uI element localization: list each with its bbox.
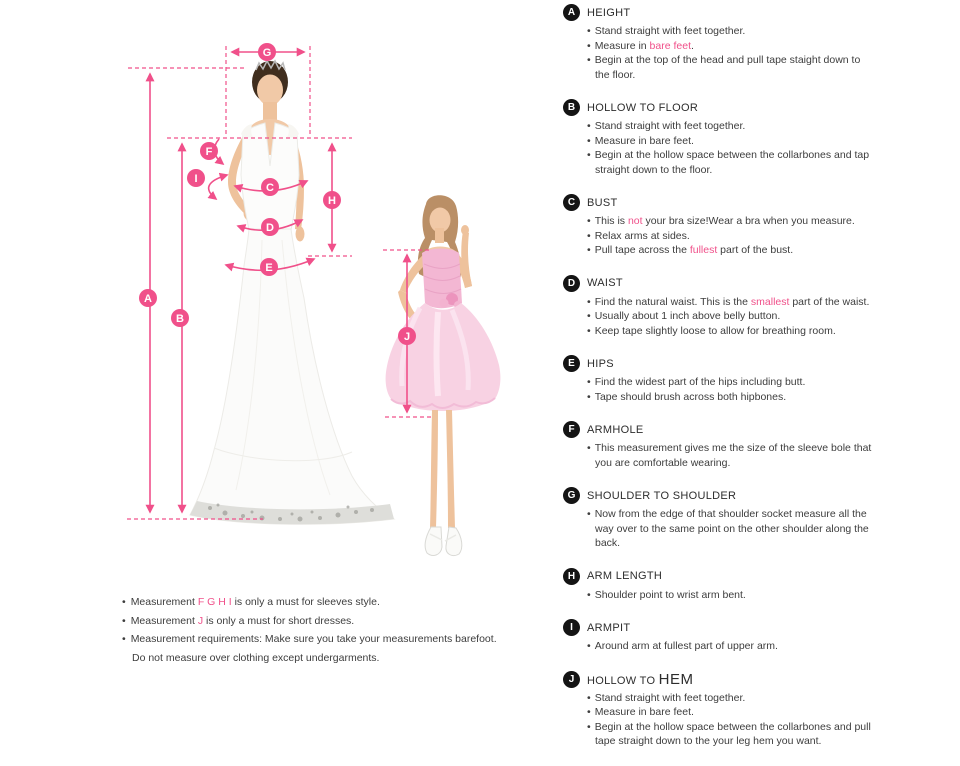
bullet-line (587, 522, 959, 537)
diagram-label-C (261, 178, 279, 196)
diagram-label-A (139, 289, 157, 307)
text-segment: part of the bust. (717, 244, 794, 256)
section-bullets (563, 295, 959, 339)
diagram-label-H (323, 191, 341, 209)
bullet-line (587, 507, 959, 522)
bullet-dot: • (587, 640, 591, 652)
text-segment: ARMHOLE (587, 423, 644, 436)
section-bullets (563, 375, 959, 404)
section-title (587, 671, 694, 688)
bullet-line (587, 639, 959, 654)
accent-text: bare feet (649, 39, 691, 52)
section-title (587, 102, 698, 114)
text-segment: you are comfortable wearing. (595, 456, 731, 469)
bullet-line (587, 53, 959, 68)
label-F: F (205, 146, 213, 158)
bullet-dot: • (587, 295, 591, 308)
measure-curve-I (209, 175, 227, 199)
text-segment: Do not measure over clothing except undergarments. (132, 651, 380, 664)
text-segment: Pull tape across the (594, 244, 690, 256)
label-C: C (266, 182, 274, 194)
section-bullets (563, 441, 959, 470)
text-segment: ARMPIT (587, 621, 631, 634)
bullet-line (587, 229, 959, 244)
section-header (563, 619, 959, 636)
text-segment: Measure in bare feet. (594, 134, 694, 147)
section-title (587, 490, 736, 502)
bullet-line (587, 456, 959, 471)
label-I: I (194, 173, 198, 185)
text-segment: HOLLOW TO (587, 674, 659, 687)
bride-face (257, 75, 283, 106)
bride-skirt (190, 229, 394, 524)
section-header (563, 487, 959, 504)
section-header (563, 275, 959, 292)
text-segment: HOLLOW TO FLOOR (587, 101, 699, 114)
text-segment: Measurement (130, 614, 198, 627)
section-header (563, 355, 959, 372)
text-segment: BUST (587, 196, 618, 209)
lace-strap-right (287, 124, 299, 138)
section-bullets (563, 507, 959, 551)
bullet-dot: • (587, 149, 591, 161)
shoe-right (446, 527, 462, 556)
diagram-label-G (258, 43, 276, 61)
bullet-dot: • (587, 120, 591, 132)
text-segment: This is (594, 215, 628, 227)
bullet-line (587, 536, 959, 551)
girl-right-leg (446, 410, 455, 528)
text-segment: Find the natural waist. This is the (594, 295, 751, 308)
guide-section-a (563, 4, 959, 82)
note-line (122, 649, 552, 668)
guide-section-d (563, 275, 959, 339)
bullet-dot: • (122, 596, 126, 608)
text-segment: is only a must for short dresses. (203, 614, 355, 627)
bullet-dot: • (587, 229, 591, 242)
diagram-label-B (171, 309, 189, 327)
bullet-line (587, 39, 959, 54)
girl-neck (435, 228, 444, 243)
flower-detail (440, 299, 449, 308)
section-header (563, 4, 959, 21)
bullet-line (587, 214, 959, 229)
text-segment: way over to the same point on the other shoulder along the (595, 522, 869, 535)
label-B: B (176, 313, 184, 325)
accent-text: not (627, 215, 643, 227)
bullet-line (587, 163, 959, 178)
text-segment: ARM LENGTH (587, 570, 663, 582)
lace-strap-left (241, 124, 253, 138)
diagram-label-F (200, 142, 218, 160)
text-segment: back. (595, 537, 621, 549)
section-title (587, 7, 630, 19)
guide-section-e (563, 355, 959, 404)
bride-figure (190, 61, 394, 524)
text-segment: Begin at the hollow space between the collarbones and pull (594, 720, 871, 733)
text-segment: Shoulder point to wrist arm bent. (594, 588, 746, 601)
label-A: A (144, 293, 152, 305)
bullet-dot: • (587, 54, 591, 66)
text-segment: Usually about 1 inch above belly button. (594, 310, 781, 322)
text-segment: Measurement (130, 596, 198, 608)
tulle-highlight (437, 312, 439, 396)
letter-badge-c: C (563, 194, 580, 211)
text-segment: HEIGHT (587, 6, 631, 19)
section-bullets (563, 214, 959, 258)
section-bullets (563, 588, 959, 603)
bullet-line (587, 134, 959, 149)
bullet-line (587, 119, 959, 134)
section-header (563, 671, 959, 688)
letter-badge-e: E (563, 355, 580, 372)
bullet-dot: • (587, 39, 591, 52)
bullet-dot: • (587, 310, 591, 322)
girl-raised-hand (461, 225, 469, 235)
bullet-line (587, 588, 959, 603)
bullet-dot: • (587, 508, 591, 520)
section-title (587, 424, 644, 436)
text-segment: straight down to the floor. (595, 163, 713, 176)
section-bullets (563, 24, 959, 82)
bullet-line (587, 148, 959, 163)
bullet-line (587, 691, 959, 706)
text-segment: . (691, 39, 694, 52)
guide-section-j (563, 671, 959, 749)
diagram-label-J (398, 327, 416, 345)
diagram-label-E (260, 258, 278, 276)
guide-section-c (563, 194, 959, 258)
guide-section-f (563, 421, 959, 470)
measure-guide-sections (563, 4, 959, 766)
text-segment: Stand straight with feet together. (594, 691, 746, 704)
bullet-dot: • (587, 25, 591, 37)
letter-badge-d: D (563, 275, 580, 292)
bullet-line (587, 68, 959, 83)
letter-badge-g: G (563, 487, 580, 504)
bullet-line (587, 375, 959, 390)
text-segment: Now from the edge of that shoulder socket measure all the (594, 508, 867, 520)
diagram-label-D (261, 218, 279, 236)
shoe-left (425, 527, 442, 555)
label-D: D (266, 222, 274, 234)
text-segment: part of the waist. (789, 295, 870, 308)
bullet-line (587, 324, 959, 339)
section-header (563, 194, 959, 211)
text-segment: Measurement requirements: Make sure you take your measurements barefoot. (130, 633, 497, 645)
text-segment: tape straight down to the your leg hem you want. (595, 735, 822, 747)
section-bullets (563, 119, 959, 177)
bullet-dot: • (587, 691, 591, 704)
bullet-line (587, 441, 959, 456)
bullet-line (587, 24, 959, 39)
bullet-line (587, 295, 959, 310)
short-dress-figure (386, 195, 501, 555)
bullet-dot: • (587, 244, 591, 256)
note-line (122, 630, 552, 649)
text-segment: HIPS (587, 357, 614, 370)
bullet-line (587, 705, 959, 720)
section-header (563, 99, 959, 116)
letter-badge-f: F (563, 421, 580, 438)
text-segment: This measurement gives me the size of the sleeve bole that (594, 442, 872, 454)
bullet-dot: • (587, 134, 591, 147)
text-segment: Around arm at fullest part of upper arm. (594, 640, 778, 652)
section-title (587, 277, 623, 289)
bullet-dot: • (587, 720, 591, 733)
section-bullets (563, 691, 959, 749)
text-segment: Relax arms at sides. (594, 229, 690, 242)
text-segment: SHOULDER TO SHOULDER (587, 489, 737, 502)
guide-section-b (563, 99, 959, 177)
measurement-notes (122, 593, 552, 667)
letter-badge-h: H (563, 568, 580, 585)
text-segment: Keep tape slightly loose to allow for breathing room. (594, 324, 836, 337)
guide-section-h (563, 568, 959, 603)
bullet-line (587, 720, 959, 735)
bullet-dot: • (122, 614, 126, 627)
bullet-dot: • (587, 390, 591, 403)
text-segment: Begin at the hollow space between the collarbones and tap (594, 149, 870, 161)
section-title (587, 570, 662, 582)
text-segment: the floor. (595, 68, 636, 81)
accent-text: J (197, 614, 204, 627)
text-segment: WAIST (587, 277, 623, 289)
bullet-dot: • (587, 324, 591, 337)
text-segment: Stand straight with feet together. (594, 120, 746, 132)
label-E: E (265, 262, 273, 274)
bullet-line (587, 243, 959, 258)
note-line (122, 593, 552, 612)
section-header (563, 421, 959, 438)
section-header (563, 568, 959, 585)
guide-section-i (563, 619, 959, 654)
bullet-line (587, 309, 959, 324)
bullet-line (587, 390, 959, 405)
text-segment: Tape should brush across both hipbones. (594, 390, 787, 403)
label-J: J (403, 331, 411, 343)
diagram-label-I (187, 169, 205, 187)
bullet-dot: • (587, 376, 591, 388)
section-title (587, 197, 618, 209)
accent-text: fullest (689, 244, 718, 256)
text-segment: Measure in bare feet. (594, 706, 694, 718)
letter-badge-i: I (563, 619, 580, 636)
section-title (587, 358, 614, 370)
letter-badge-a: A (563, 4, 580, 21)
bullet-dot: • (587, 706, 591, 718)
text-segment: Find the widest part of the hips including butt. (594, 376, 806, 388)
note-line (122, 612, 552, 631)
label-G: G (262, 47, 272, 59)
text-segment: your bra size!Wear a bra when you measure. (642, 215, 855, 227)
guide-section-g (563, 487, 959, 551)
letter-badge-j: J (563, 671, 580, 688)
accent-text: smallest (750, 295, 790, 308)
text-segment: is only a must for sleeves style. (231, 596, 380, 608)
text-segment: Stand straight with feet together. (594, 25, 746, 37)
letter-badge-b: B (563, 99, 580, 116)
text-segment: Begin at the top of the head and pull tape staight down to (594, 54, 861, 66)
accent-text: F G H I (197, 596, 232, 608)
text-segment: HEM (658, 670, 694, 688)
bullet-dot: • (122, 633, 126, 645)
bullet-dot: • (587, 588, 591, 601)
label-H: H (328, 195, 336, 207)
section-bullets (563, 639, 959, 654)
section-title (587, 622, 630, 634)
girl-left-leg (430, 410, 438, 528)
bullet-line (587, 734, 959, 749)
text-segment: Measure in (594, 39, 650, 52)
bullet-dot: • (587, 442, 591, 454)
bride-right-hand (296, 227, 305, 242)
bullet-dot: • (587, 215, 591, 227)
